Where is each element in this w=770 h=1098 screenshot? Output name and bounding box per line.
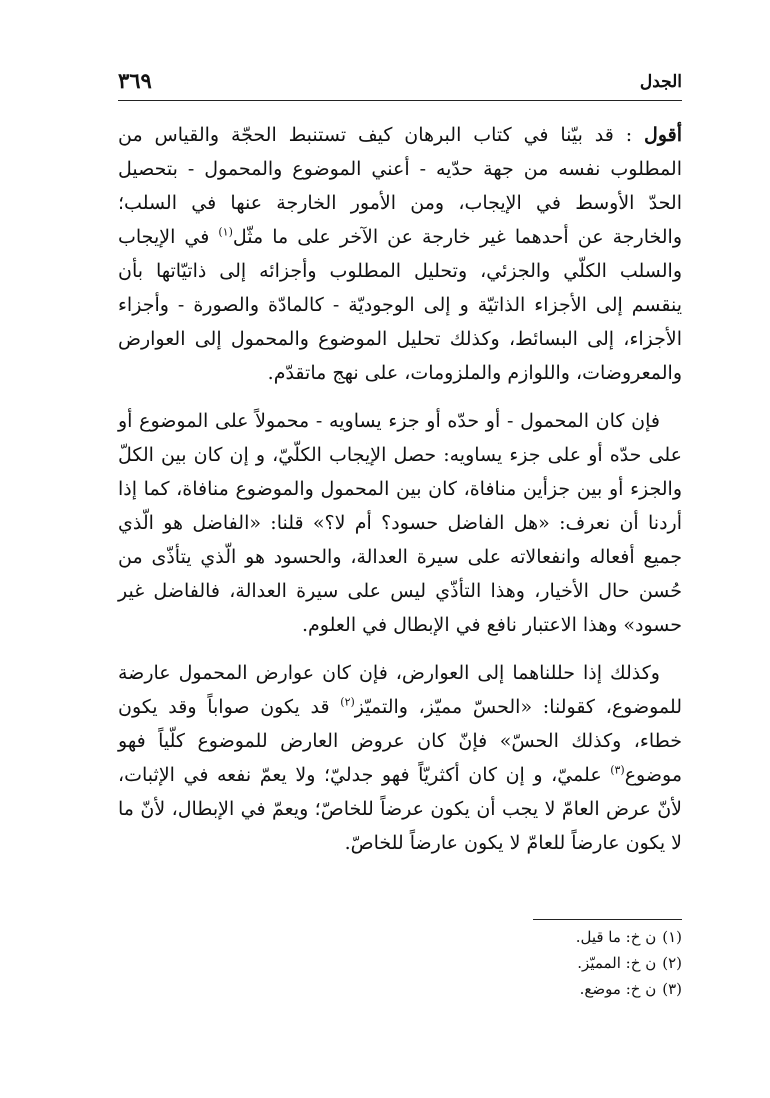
lead-word: أقول <box>644 124 683 146</box>
header-divider <box>118 100 682 101</box>
footnote-ref-3[interactable]: (٣) <box>610 763 625 777</box>
footnote-text: ن خ: المميّز. <box>577 954 657 972</box>
paragraph-3-text-b: قد يكون صواباً وقد يكون خطاء، وكذلك الحسّ» فإنّ كان عروض العارض للموضوع كلّياً فهو موضوع <box>118 696 682 786</box>
footnote-text: ن خ: ما قيل. <box>575 928 657 946</box>
main-text <box>118 112 682 874</box>
footnote-2 <box>420 950 682 976</box>
chapter-title: الجدل <box>639 72 682 92</box>
footnote-number: (١) <box>662 928 682 946</box>
running-header <box>118 66 682 100</box>
page-number: ٣٦٩ <box>118 68 152 93</box>
footnote-number: (٢) <box>662 954 682 972</box>
footnote-number: (٣) <box>662 980 682 998</box>
footnote-ref-1[interactable]: (١) <box>218 225 233 239</box>
footnote-text: ن خ: موضع. <box>579 980 657 998</box>
paragraph-2: فإن كان المحمول - أو حدّه أو جزء يساويه - محمولاً على الموضوع أو على حدّه أو على جزء يساويه: حصل الإيجاب الكلّيّ، و إن كان بين الكلّ والجزء أو بين جزأين منافاة، كان بين المحمول والموضوع منافاة، كما إذا أردنا أن نعرف: «هل الفاضل حسود؟ أم لا؟» قلنا: «الفاضل هو الّذي جميع أفعاله وانفعالاته على سيرة العدالة، والحسود هو الّذي يتأذّى من حُسن حال الأخيار، وهذا التأذّي ليس على سيرة العدالة، فالفاضل غير حسود» وهذا الاعتبار نافع في الإبطال في العلوم. <box>118 410 682 636</box>
paragraph-1-text-a: : قد بيّنا في كتاب البرهان كيف تستنبط الحجّة والقياس من المطلوب نفسه من جهة حدّيه - أعني الموضوع والمحمول - بتحصيل الحدّ الأوسط في الإيجاب، ومن الأمور الخارجة عنها في السلب؛ والخارجة عن أحدهما غير خارجة عن الآخر على ما مثّل <box>118 124 682 248</box>
footnote-1 <box>420 924 682 950</box>
footnote-ref-2[interactable]: (٢) <box>340 695 355 709</box>
paragraph-1-text-b: في الإيجاب والسلب الكلّي والجزئي، وتحليل المطلوب وأجزائه إلى ذاتيّاتها بأن ينقسم إلى الأجزاء الذاتيّة و إلى الوجوديّة - كالمادّة والصورة - وأجزاء الأجزاء، إلى البسائط، وكذلك تحليل الموضوع والمحمول إلى العوارض والمعروضات، واللوازم والملزومات، على نهج ماتقدّم. <box>118 226 682 384</box>
paragraph-3-text-a: وكذلك إذا حللناهما إلى العوارض، فإن كان عوارض المحمول عارضة للموضوع، كقولنا: «الحسّ مميّز، والتميّز <box>118 662 682 718</box>
footnote-divider <box>533 919 682 920</box>
paragraph-3 <box>118 656 682 860</box>
paragraph-1 <box>118 118 682 390</box>
footnote-3 <box>420 976 682 1002</box>
paragraph-3-text-c: علميّ، و إن كان أكثريّاً فهو جدليّ؛ ولا يعمّ نفعه في الإثبات، لأنّ عرض العامّ لا يجب أن يكون عرضاً للخاصّ؛ ويعمّ في الإبطال، لأنّ ما لا يكون عارضاً للعامّ لا يكون عارضاً للخاصّ. <box>118 764 682 854</box>
footnotes <box>420 924 682 1002</box>
